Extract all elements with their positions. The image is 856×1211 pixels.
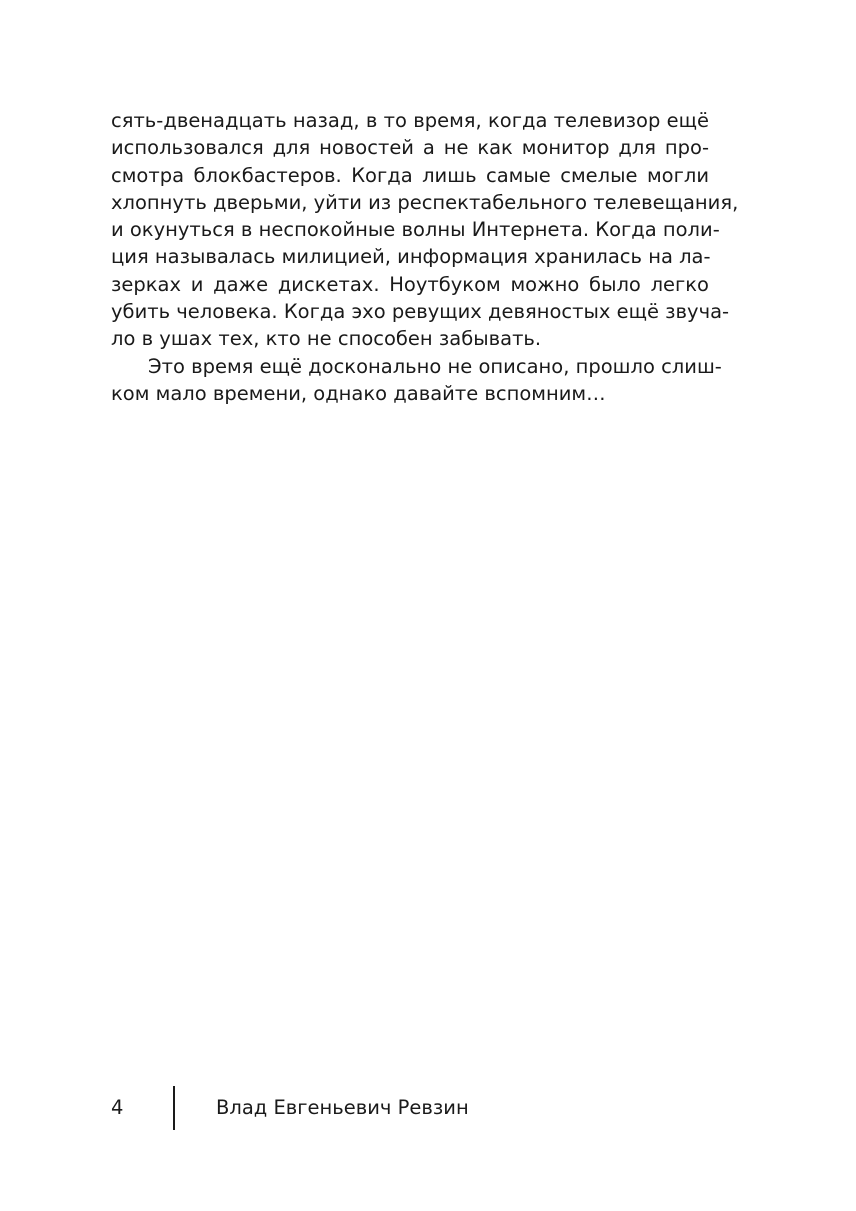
text-line: сять-двенадцать назад, в то время, когда телевизор ещё [111, 109, 709, 132]
text-line: ло в ушах тех, кто не способен забывать. [111, 327, 542, 351]
footer-divider [173, 1086, 175, 1130]
text-line: ком мало времени, однако давайте вспомним… [111, 381, 606, 405]
text-line: Это время ещё досконально не описано, прошло слиш- [148, 354, 722, 378]
text-line: использовался для новостей а не как монитор для про- [111, 136, 709, 160]
text-line: ция называлась милицией, информация хранилась на ла- [111, 245, 711, 269]
text-line: смотра блокбастеров. Когда лишь самые смелые могли [111, 163, 709, 187]
body-text [111, 107, 739, 407]
text-line: и окунуться в неспокойные волны Интернета. Когда поли- [111, 218, 720, 242]
running-footer-author: Влад Евгеньевич Ревзин [216, 1096, 469, 1119]
text-line: хлопнуть дверьми, уйти из респектабельного телевещания, [111, 190, 739, 214]
page-number: 4 [111, 1096, 124, 1119]
text-line: убить человека. Когда эхо ревущих девяностых ещё звуча- [111, 300, 730, 324]
text-line: зерках и даже дискетах. Ноутбуком можно было легко [111, 272, 709, 296]
